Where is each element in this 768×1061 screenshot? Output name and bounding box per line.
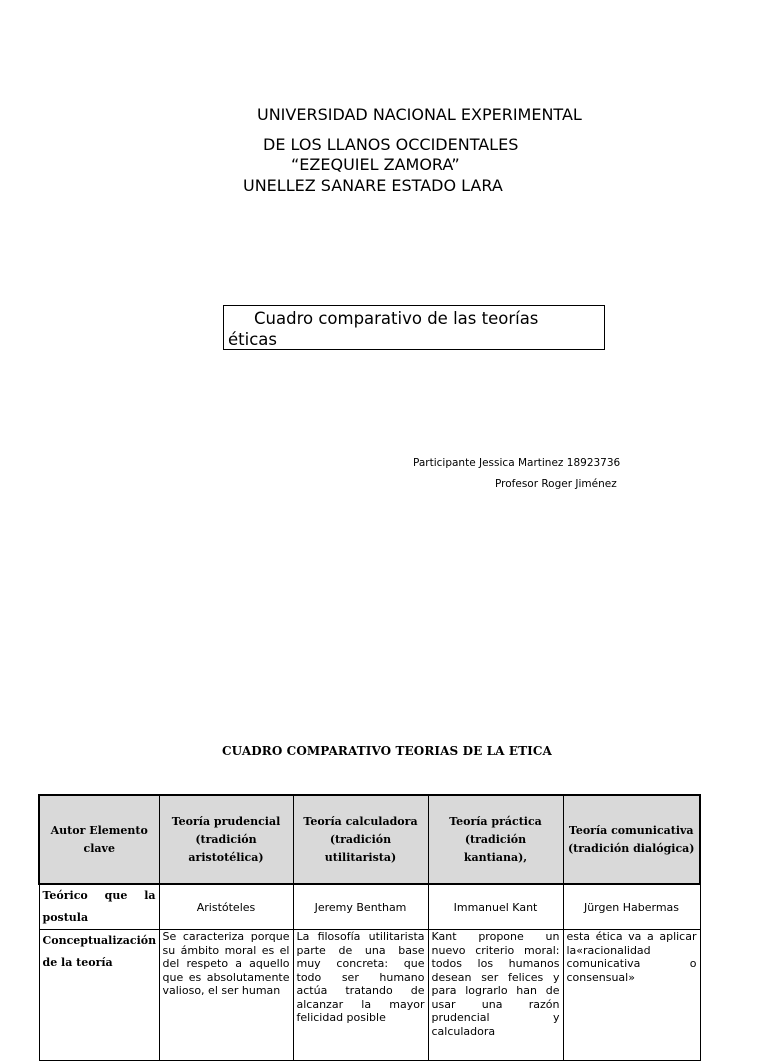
- cell-concept-practical: Kant propone un nuevo criterio moral: todos los humanos desean ser felices y para lograrlo han de usar una razón prudencial y calculadora: [428, 930, 563, 1061]
- cell-theorist-habermas: Jürgen Habermas: [563, 884, 700, 930]
- document-title-line2: éticas: [228, 330, 277, 349]
- header-cell-author: Autor Elemento clave: [39, 795, 159, 884]
- cell-theorist-kant: Immanuel Kant: [428, 884, 563, 930]
- row-label-concept: Conceptualización de la teoría: [39, 930, 159, 1061]
- cell-theorist-bentham: Jeremy Bentham: [293, 884, 428, 930]
- participant-info: Participante Jessica Martinez 18923736: [413, 457, 621, 469]
- header-cell-prudential: Teoría prudencial (tradición aristotélica): [159, 795, 293, 884]
- table-heading: CUADRO COMPARATIVO TEORIAS DE LA ETICA: [222, 744, 552, 758]
- row-label-theorist: Teórico que la postula: [39, 884, 159, 930]
- header-cell-calculating: Teoría calculadora (tradición utilitarista): [293, 795, 428, 884]
- cell-concept-calculating: La filosofía utilitarista parte de una base muy concreta: que todo ser humano actúa tratando de alcanzar la mayor felicidad posible: [293, 930, 428, 1061]
- table-row-theorist: [39, 884, 700, 930]
- comparison-table: [38, 794, 701, 1061]
- professor-info: Profesor Roger Jiménez: [495, 478, 617, 490]
- document-title-line1: Cuadro comparativo de las teorías: [254, 309, 539, 328]
- table-header-row: [39, 795, 700, 884]
- university-honoree-line: “EZEQUIEL ZAMORA”: [291, 155, 460, 174]
- header-cell-communicative: Teoría comunicativa (tradición dialógica): [563, 795, 700, 884]
- university-name-line: UNIVERSIDAD NACIONAL EXPERIMENTAL: [257, 105, 582, 124]
- campus-line: UNELLEZ SANARE ESTADO LARA: [243, 176, 503, 195]
- university-region-line: DE LOS LLANOS OCCIDENTALES: [263, 135, 519, 154]
- cell-concept-communicative: esta ética va a aplicar la«racionalidad comunicativa o consensual»: [563, 930, 700, 1061]
- cell-theorist-aristotle: Aristóteles: [159, 884, 293, 930]
- table-row-concept: [39, 930, 700, 1061]
- cell-concept-prudential: Se caracteriza porque su ámbito moral es el del respeto a aquello que es absolutamente valioso, el ser human: [159, 930, 293, 1061]
- header-cell-practical: Teoría práctica (tradición kantiana),: [428, 795, 563, 884]
- document-title-box: [223, 305, 605, 350]
